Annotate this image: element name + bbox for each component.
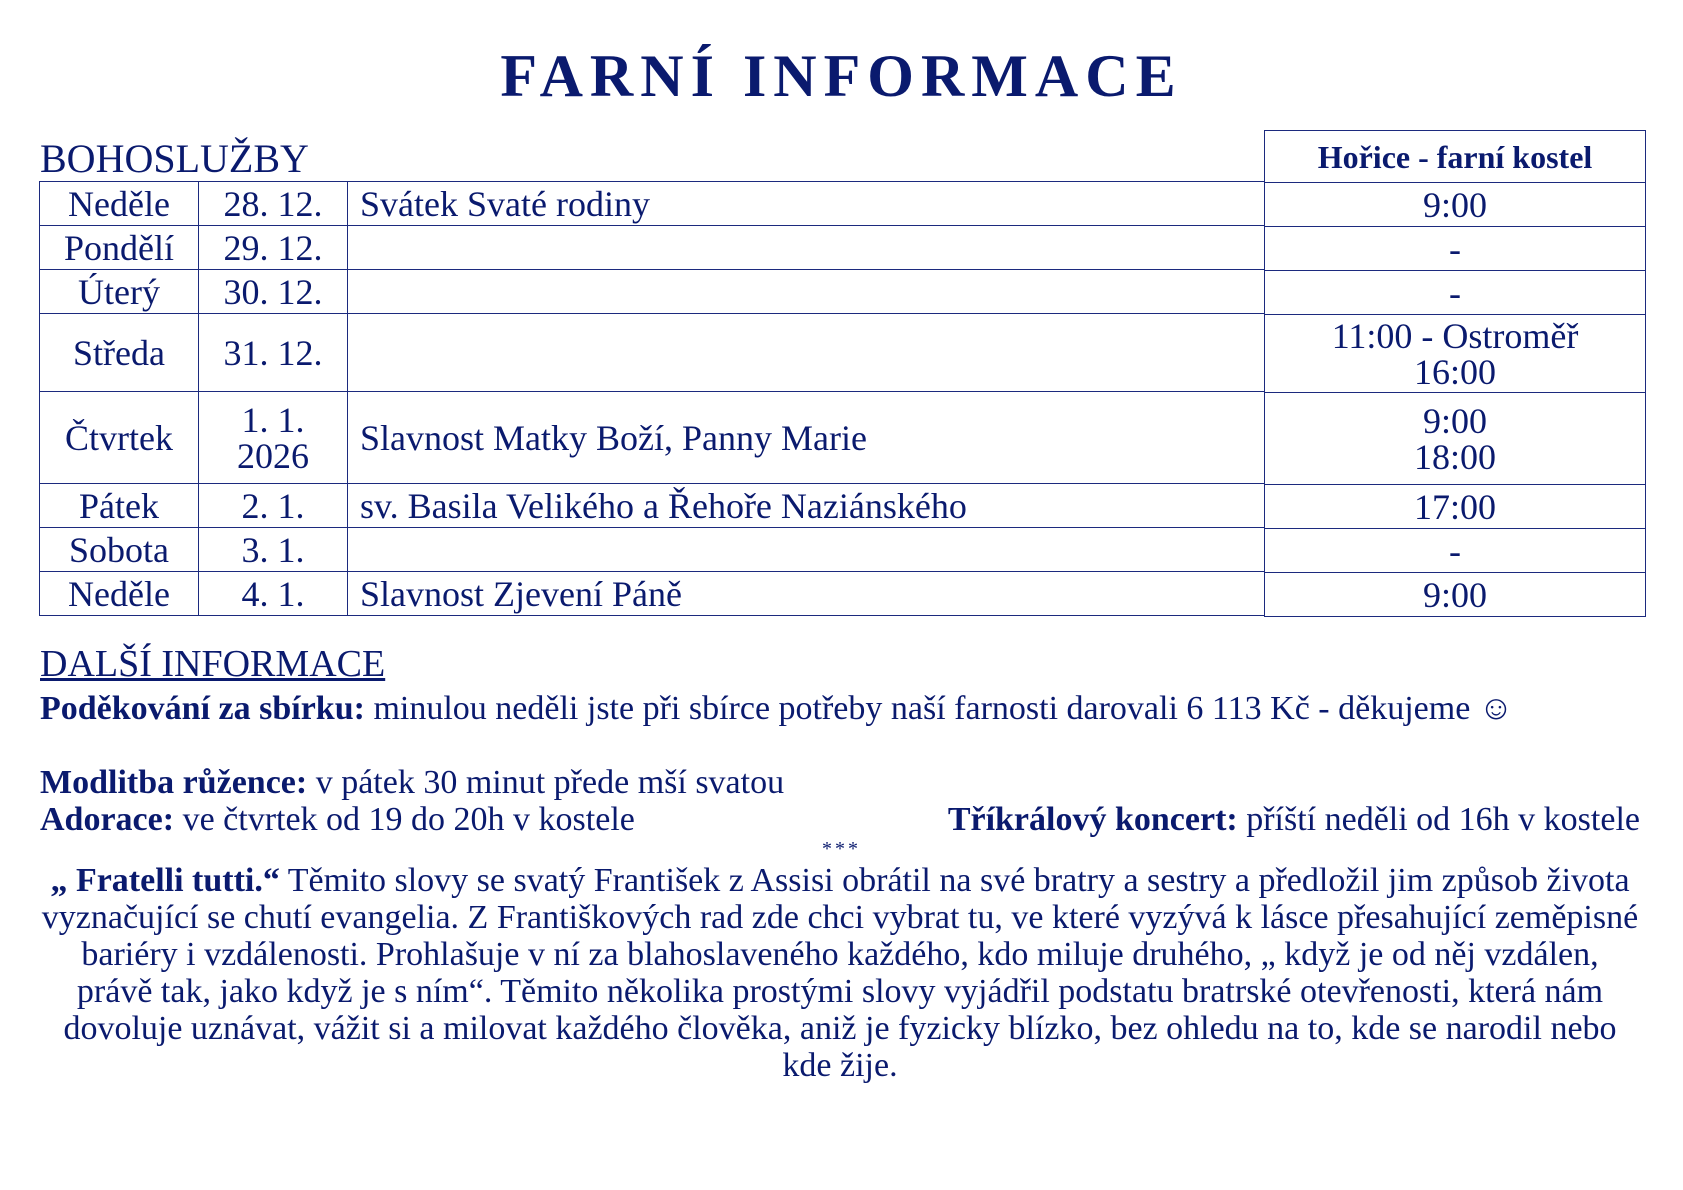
day-cell: Sobota [40, 528, 199, 572]
date-cell: 30. 12. [199, 270, 348, 314]
services-table [39, 181, 1265, 616]
time-line: 18:00 [1413, 436, 1496, 477]
quote-lead: „ Fratelli tutti.“ [50, 862, 280, 899]
feast-cell [348, 314, 1265, 392]
day-cell: Čtvrtek [40, 392, 199, 484]
feast-cell: Slavnost Matky Boží, Panny Marie [348, 392, 1265, 484]
time-cell [1265, 315, 1646, 393]
time-cell: - [1265, 227, 1646, 271]
day-cell: Pondělí [40, 226, 199, 270]
rosary-line [40, 764, 1640, 801]
table-row [40, 392, 1265, 484]
time-cell: 9:00 [1265, 183, 1646, 227]
adoration-item [40, 801, 635, 838]
date-cell: 31. 12. [199, 314, 348, 392]
table-row [40, 572, 1265, 616]
time-cell: - [1265, 271, 1646, 315]
feast-cell [348, 528, 1265, 572]
table-row [1265, 315, 1646, 393]
time-line: 16:00 [1413, 351, 1496, 392]
date-cell: 28. 12. [199, 182, 348, 226]
table-row [1265, 183, 1646, 227]
feast-cell [348, 270, 1265, 314]
time-cell: - [1265, 529, 1646, 573]
concert-label: Tříkrálový koncert: [947, 801, 1238, 838]
adoration-line [40, 801, 1640, 838]
table-row [1265, 393, 1646, 485]
table-row [1265, 573, 1646, 617]
table-row [40, 182, 1265, 226]
date-year: 2026 [237, 435, 309, 476]
info-heading: DALŠÍ INFORMACE [40, 643, 386, 685]
quote-paragraph [40, 862, 1640, 1084]
feast-cell: Slavnost Zjevení Páně [348, 572, 1265, 616]
table-row [1265, 227, 1646, 271]
church-heading: Hořice - farní kostel [1265, 131, 1646, 183]
thanks-text: minulou neděli jste při sbírce potřeby naší farnosti darovali 6 113 Kč - děkujeme ☺ [364, 690, 1514, 727]
concert-text: příští neděli od 16h v kostele [1237, 801, 1640, 838]
time-cell: 9:00 [1265, 573, 1646, 617]
date-cell: 29. 12. [199, 226, 348, 270]
page-title: FARNÍ INFORMACE [500, 43, 1183, 109]
quote-text: Těmito slovy se svatý František z Assisi obrátil na své bratry a sestry a předložil jim způsob života vyznačující se chutí evangelia. Z Františkových rad zde chci vybrat tu, ve které vyzývá k lásce přesahující zeměpisné bariéry i vzdálenosti. Prohlašuje v ní za blahoslaveného každého, kdo miluje druhého, „ když je od něj vzdálen, právě tak, jako když je s ním“. Těmito několika prostými slovy vyjádřil podstatu bratrské otevřenosti, která nám dovoluje uznávat, vážit si a milovat každého člověka, aniž je fyzicky blízko, bez ohledu na to, kde se narodil nebo kde žije. [41, 862, 1639, 1084]
table-row [40, 270, 1265, 314]
table-row [40, 528, 1265, 572]
thanks-label: Poděkování za sbírku: [40, 690, 365, 727]
table-row [1265, 271, 1646, 315]
adoration-text: ve čtvrtek od 19 do 20h v kostele [174, 801, 635, 838]
time-line: 11:00 - Ostroměř [1331, 315, 1579, 356]
table-row [40, 314, 1265, 392]
table-row [40, 226, 1265, 270]
concert-item [948, 801, 1640, 838]
table-row [1265, 485, 1646, 529]
day-cell: Středa [40, 314, 199, 392]
feast-cell: Svátek Svaté rodiny [348, 182, 1265, 226]
feast-cell: sv. Basila Velikého a Řehoře Naziánského [348, 484, 1265, 528]
day-cell: Neděle [40, 182, 199, 226]
day-cell: Pátek [40, 484, 199, 528]
rosary-text: v pátek 30 minut přede mší svatou [307, 764, 785, 801]
thanks-paragraph [40, 690, 1640, 727]
table-row [1265, 529, 1646, 573]
rosary-label: Modlitba růžence: [40, 764, 308, 801]
separator: *** [822, 838, 861, 860]
date-cell [199, 392, 348, 484]
services-heading: BOHOSLUŽBY [40, 136, 309, 181]
time-cell [1265, 393, 1646, 485]
date-cell: 4. 1. [199, 572, 348, 616]
time-line: 9:00 [1422, 400, 1487, 441]
date-cell: 3. 1. [199, 528, 348, 572]
times-table [1264, 130, 1646, 617]
adoration-label: Adorace: [40, 801, 175, 838]
table-row [40, 484, 1265, 528]
day-cell: Neděle [40, 572, 199, 616]
date-line: 1. 1. [241, 399, 305, 440]
feast-cell [348, 226, 1265, 270]
date-cell: 2. 1. [199, 484, 348, 528]
time-cell: 17:00 [1265, 485, 1646, 529]
times-header-row [1265, 131, 1646, 183]
day-cell: Úterý [40, 270, 199, 314]
